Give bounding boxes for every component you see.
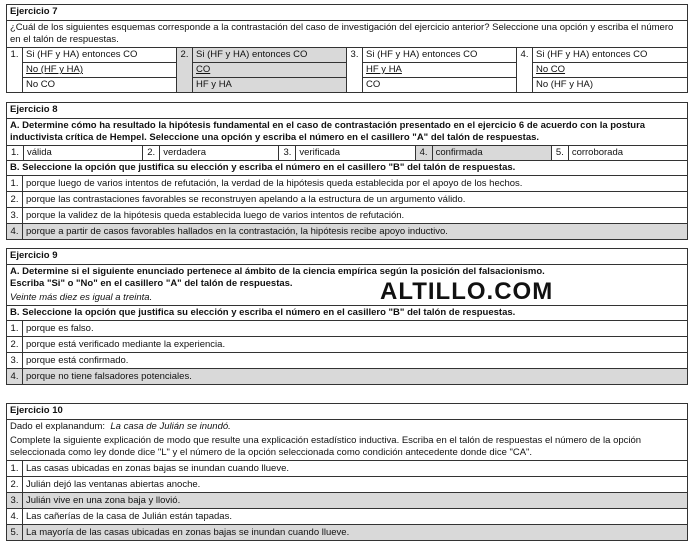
option-label: porque está verificado mediante la experiencia. — [26, 338, 226, 350]
option-label: porque la validez de la hipótesis queda establecida luego de varios intentos de refutación. — [26, 209, 405, 221]
option-number: 3. — [7, 208, 23, 223]
exercise-10-explanandum — [7, 420, 687, 434]
option-label: porque no tiene falsadores potenciales. — [26, 370, 192, 382]
exercise-7-option-3[interactable] — [347, 48, 517, 92]
explanandum-prefix: Dado el explanandum: — [10, 421, 106, 432]
exercise-8-title: Ejercicio 8 — [7, 103, 687, 119]
exercise-9-b-option-4[interactable] — [7, 368, 687, 384]
option-label: porque las contrastaciones favorables se reconstruyen apelando a la estructura de un argumento válido. — [26, 193, 466, 205]
option-label: porque luego de varios intentos de refutación, la verdad de la hipótesis queda establecida por el apoyo de los hechos. — [26, 177, 523, 189]
exercise-8-b-option-4[interactable] — [7, 223, 687, 239]
option-number: 4. — [517, 48, 533, 92]
option-label: corroborada — [571, 147, 624, 158]
option-line: No (HF y HA) — [536, 79, 593, 90]
option-number: 4. — [7, 224, 23, 239]
option-number: 3. — [347, 48, 363, 92]
exercise-7-title: Ejercicio 7 — [7, 5, 687, 21]
option-line: No CO — [533, 63, 687, 78]
exercise-9-b-option-3[interactable] — [7, 352, 687, 368]
option-number: 2. — [7, 477, 23, 492]
option-line: HF y HA — [196, 79, 232, 90]
exercise-10-option-4[interactable] — [7, 508, 687, 524]
option-label: válida — [27, 147, 52, 158]
option-number: 3. — [279, 146, 296, 160]
option-number: 1. — [7, 176, 23, 191]
option-label: Julián dejó las ventanas abiertas anoche. — [26, 478, 201, 490]
exercise-7 — [6, 4, 688, 93]
exercise-9-b-option-2[interactable] — [7, 336, 687, 352]
option-label: porque a partir de casos favorables hallados en la contrastación, la hipótesis recibe apoyo inductivo. — [26, 225, 448, 237]
option-number: 2. — [177, 48, 193, 92]
option-label: porque está confirmado. — [26, 354, 129, 366]
exercise-7-option-4[interactable] — [517, 48, 687, 92]
exercise-9-statement: Veinte más diez es igual a treinta. — [10, 292, 153, 303]
exercise-8-b-option-1[interactable] — [7, 175, 687, 191]
exercise-8-a-option-1[interactable] — [7, 146, 143, 160]
option-line: CO — [193, 63, 346, 78]
exercise-9-part-a: A. Determine si el siguiente enunciado pertenece al ámbito de la ciencia empírica según la posición del falsacionismo. Escriba "Si" o "No" en el casillero "A" del talón de respuestas. — [10, 266, 545, 289]
option-number: 3. — [7, 353, 23, 368]
exercise-8 — [6, 102, 688, 240]
option-number: 4. — [7, 509, 23, 524]
exercise-8-part-b: B. Seleccione la opción que justifica su elección y escriba el número en el casillero "B" del talón de respuestas. — [7, 160, 687, 175]
exercise-10 — [6, 403, 688, 541]
option-number: 1. — [7, 146, 24, 160]
option-number: 5. — [7, 525, 23, 540]
exercise-8-a-options — [7, 145, 687, 160]
option-number: 1. — [7, 321, 23, 336]
option-number: 4. — [416, 146, 433, 160]
option-label: Las cañerías de la casa de Julián están tapadas. — [26, 510, 232, 522]
exercise-8-b-option-2[interactable] — [7, 191, 687, 207]
option-number: 2. — [143, 146, 160, 160]
exercise-10-option-3[interactable] — [7, 492, 687, 508]
option-number: 3. — [7, 493, 23, 508]
exercise-7-question: ¿Cuál de los siguientes esquemas corresponde a la contrastación del caso de investigación del ejercicio anterior? Seleccione una opción y escriba el número en el talón de respuestas. — [10, 22, 674, 45]
exercise-9-title: Ejercicio 9 — [7, 249, 687, 265]
exercise-10-option-2[interactable] — [7, 476, 687, 492]
option-number: 1. — [7, 48, 23, 92]
option-line: No (HF y HA) — [23, 63, 176, 78]
exercise-8-a-option-5[interactable] — [552, 146, 687, 160]
exercise-9-part-b: B. Seleccione la opción que justifica su elección y escriba el número en el casillero "B" del talón de respuestas. — [7, 305, 687, 320]
exercise-8-b-option-3[interactable] — [7, 207, 687, 223]
option-label: La mayoría de las casas ubicadas en zonas bajas se inundan cuando llueve. — [26, 526, 350, 538]
exercise-8-a-option-3[interactable] — [279, 146, 415, 160]
exercise-9 — [6, 248, 688, 385]
exercise-7-options — [7, 47, 687, 92]
option-label: verdadera — [163, 147, 206, 158]
option-number: 4. — [7, 369, 23, 384]
explanandum-text: La casa de Julián se inundó. — [110, 421, 231, 432]
exercise-10-instructions: Complete la siguiente explicación de modo que resulte una explicación estadístico inductiva. Escriba en el talón de respuestas el número de la opción seleccionada como ley donde dice "L" y el número de la opción seleccionada como condición antecedente donde dice "CA". — [10, 435, 642, 458]
option-line: Si (HF y HA) entonces CO — [23, 48, 176, 63]
exercise-7-option-2[interactable] — [177, 48, 347, 92]
exercise-10-option-1[interactable] — [7, 460, 687, 476]
exercise-10-option-5[interactable] — [7, 524, 687, 540]
option-label: verificada — [299, 147, 341, 158]
option-number: 5. — [552, 146, 569, 160]
option-number: 2. — [7, 337, 23, 352]
option-line: No CO — [26, 79, 56, 90]
exercise-8-a-option-2[interactable] — [143, 146, 279, 160]
option-number: 2. — [7, 192, 23, 207]
option-line: CO — [366, 79, 381, 90]
option-line: Si (HF y HA) entonces CO — [193, 48, 346, 63]
option-line: Si (HF y HA) entonces CO — [533, 48, 687, 63]
option-number: 1. — [7, 461, 23, 476]
option-line: HF y HA — [363, 63, 516, 78]
exercise-9-b-option-1[interactable] — [7, 320, 687, 336]
option-line: Si (HF y HA) entonces CO — [363, 48, 516, 63]
option-label: Las casas ubicadas en zonas bajas se inundan cuando llueve. — [26, 462, 290, 474]
exercise-10-title: Ejercicio 10 — [7, 404, 687, 420]
exercise-8-part-a: A. Determine cómo ha resultado la hipótesis fundamental en el caso de contrastación presentado en el ejercicio 6 de acuerdo con la postura inductivista crítica de Hempel. Seleccione una opción y escriba el número en el casillero "A" del talón de respuestas. — [10, 120, 646, 143]
option-label: confirmada — [435, 147, 483, 158]
option-label: porque es falso. — [26, 322, 94, 334]
option-label: Julián vive en una zona baja y llovió. — [26, 494, 181, 506]
exercise-7-option-1[interactable] — [7, 48, 177, 92]
watermark-logo: ALTILLO.COM — [380, 278, 554, 305]
exercise-8-a-option-4[interactable] — [416, 146, 552, 160]
